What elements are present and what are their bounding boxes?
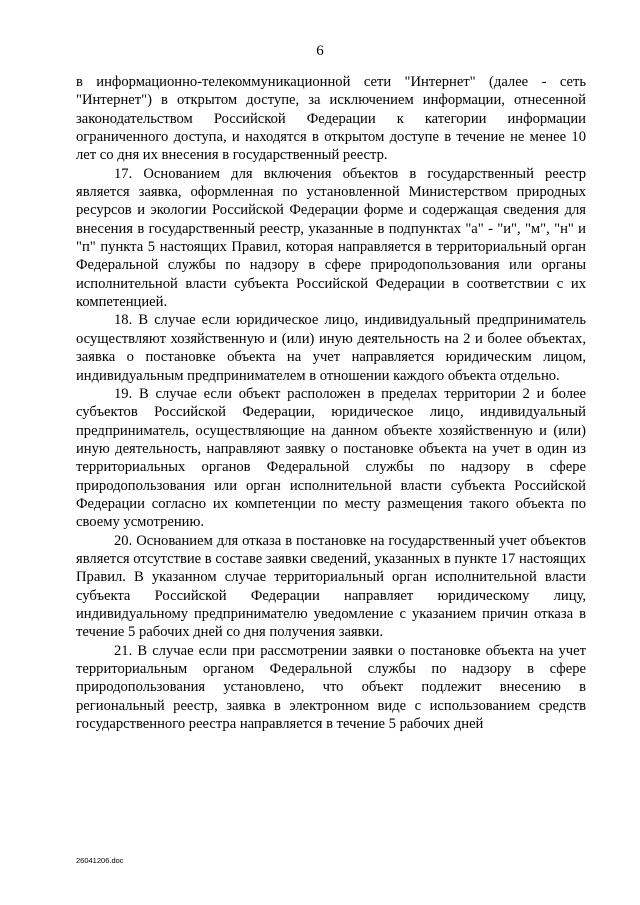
paragraph-19: 19. В случае если объект расположен в пределах территории 2 и более субъектов Российской Федерации, юридическое лицо, индивидуальный предприниматель, осуществляющие на данном объекте хозяйственную и (или) иную деятельность, направляют заявку о постановке объекта на учет в один из территориальных органов Федеральной службы по надзору в сфере природопользования или орган исполнительной власти субъекта Российской Федерации согласно их компетенции по месту размещения такого объекта по своему усмотрению. xyxy=(76,385,586,531)
document-body xyxy=(76,73,586,733)
paragraph-21: 21. В случае если при рассмотрении заявки о постановке объекта на учет территориальным органом Федеральной службы по надзору в сфере природопользования установлено, что объект подлежит внесению в региональный реестр, заявка в электронном виде с использованием средств государственного реестра направляется в течение 5 рабочих дней xyxy=(76,642,586,733)
page-number: 6 xyxy=(316,43,324,59)
paragraph-17: 17. Основанием для включения объектов в государственный реестр является заявка, оформленная по установленной Министерством природных ресурсов и экологии Российской Федерации форме и содержащая сведения для внесения в государственный реестр, указанные в подпунктах "а" - "и", "м", "н" и "п" пункта 5 настоящих Правил, которая направляется в территориальный орган Федеральной службы по надзору в сфере природопользования или органы исполнительной власти субъекта Российской Федерации в соответствии с их компетенцией. xyxy=(76,165,586,311)
paragraph-continuation: в информационно-телекоммуникационной сети "Интернет" (далее - сеть "Интернет") в открытом доступе, за исключением информации, отнесенной законодательством Российской Федерации к категории информации ограниченного доступа, и находятся в открытом доступе в течение не менее 10 лет со дня их внесения в государственный реестр. xyxy=(76,74,586,164)
paragraph-18: 18. В случае если юридическое лицо, индивидуальный предприниматель осуществляют хозяйственную и (или) иную деятельность на 2 и более объектах, заявка о постановке объекта на учет направляется юридическим лицом, индивидуальным предпринимателем в отношении каждого объекта отдельно. xyxy=(76,312,586,384)
footer-filename: 26041206.doc xyxy=(76,856,124,865)
paragraph-20: 20. Основанием для отказа в постановке на государственный учет объектов является отсутствие в составе заявки сведений, указанных в пункте 17 настоящих Правил. В указанном случае территориальный орган исполнительной власти субъекта Российской Федерации направляет юридическому лицу, индивидуальному предпринимателю уведомление с указанием причин отказа в течение 5 рабочих дней со дня получения заявки. xyxy=(76,532,586,641)
